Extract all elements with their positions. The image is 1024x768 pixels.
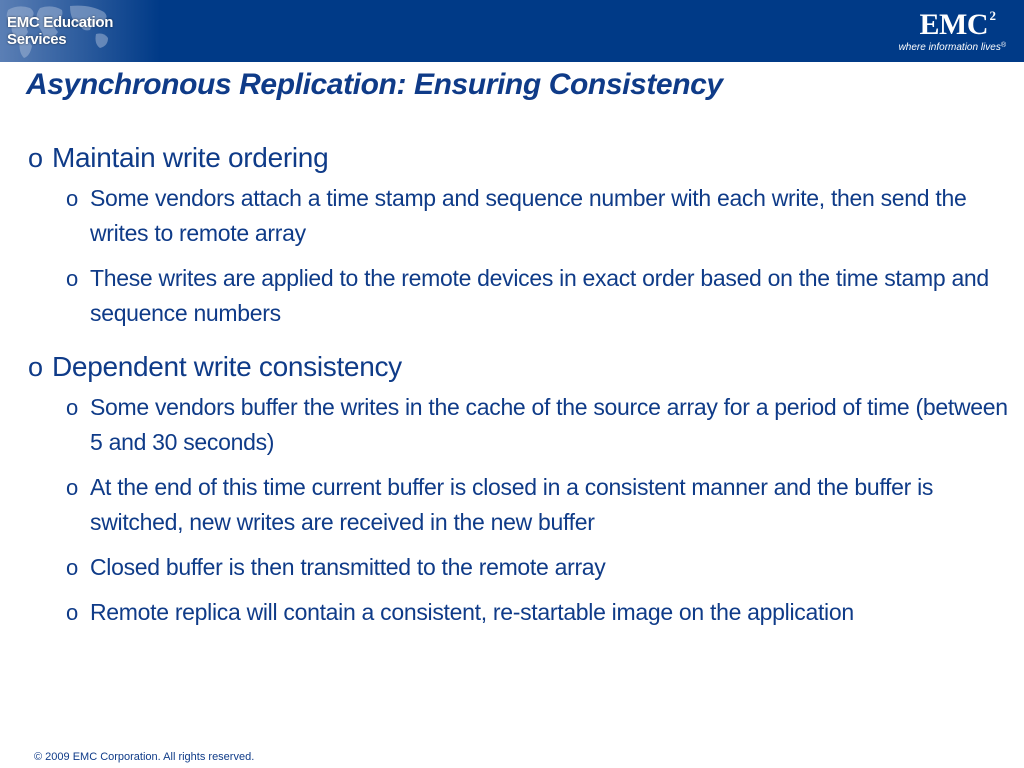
bullet-level2: [66, 595, 1008, 630]
education-services-label: EMC Education Services: [7, 14, 114, 48]
bullet-marker: o: [66, 600, 78, 625]
emc-tagline-mark: ®: [1000, 42, 1006, 49]
bullet-marker: o: [66, 186, 78, 211]
emc-education-logo: [0, 0, 160, 62]
bullet-marker: o: [66, 475, 78, 500]
slide-title: Asynchronous Replication: Ensuring Consistency: [26, 68, 723, 101]
bullet-level2-text: Some vendors buffer the writes in the cache of the source array for a period of time (between 5 and 30 seconds): [90, 394, 1008, 455]
emc-tagline-text: where information lives: [898, 42, 1001, 53]
bullet-level2: [66, 181, 1008, 251]
bullet-level2-text: Closed buffer is then transmitted to the remote array: [90, 554, 606, 580]
emc-logo-superscript: 2: [989, 8, 996, 23]
bullet-level2: [66, 390, 1008, 460]
bullet-level2-text: These writes are applied to the remote devices in exact order based on the time stamp and sequence numbers: [90, 265, 989, 326]
emc-logo-word: EMC: [919, 8, 988, 41]
emc-tagline: [899, 42, 1006, 53]
bullet-marker: o: [28, 143, 43, 173]
header-bar: [0, 0, 1024, 62]
bullet-marker: o: [28, 352, 43, 382]
bullet-marker: o: [66, 266, 78, 291]
emc-logo: [900, 6, 1010, 54]
bullet-level1-text: Maintain write ordering: [52, 142, 329, 173]
copyright-footer: © 2009 EMC Corporation. All rights reserved.: [34, 751, 255, 763]
bullet-level2: [66, 261, 1008, 331]
bullet-level2-text: Some vendors attach a time stamp and sequence number with each write, then send the writes to remote array: [90, 185, 967, 246]
bullet-level1: [28, 349, 1008, 385]
bullet-level2-text: At the end of this time current buffer is closed in a consistent manner and the buffer is switched, new writes are received in the new buffer: [90, 474, 934, 535]
bullet-marker: o: [66, 395, 78, 420]
bullet-level1: [28, 140, 1008, 176]
bullet-level2: [66, 550, 1008, 585]
bullet-level2: [66, 470, 1008, 540]
bullet-marker: o: [66, 555, 78, 580]
bullet-level2-text: Remote replica will contain a consistent, re-startable image on the application: [90, 599, 854, 625]
slide-content: [28, 140, 1008, 630]
bullet-level1-text: Dependent write consistency: [52, 351, 402, 382]
